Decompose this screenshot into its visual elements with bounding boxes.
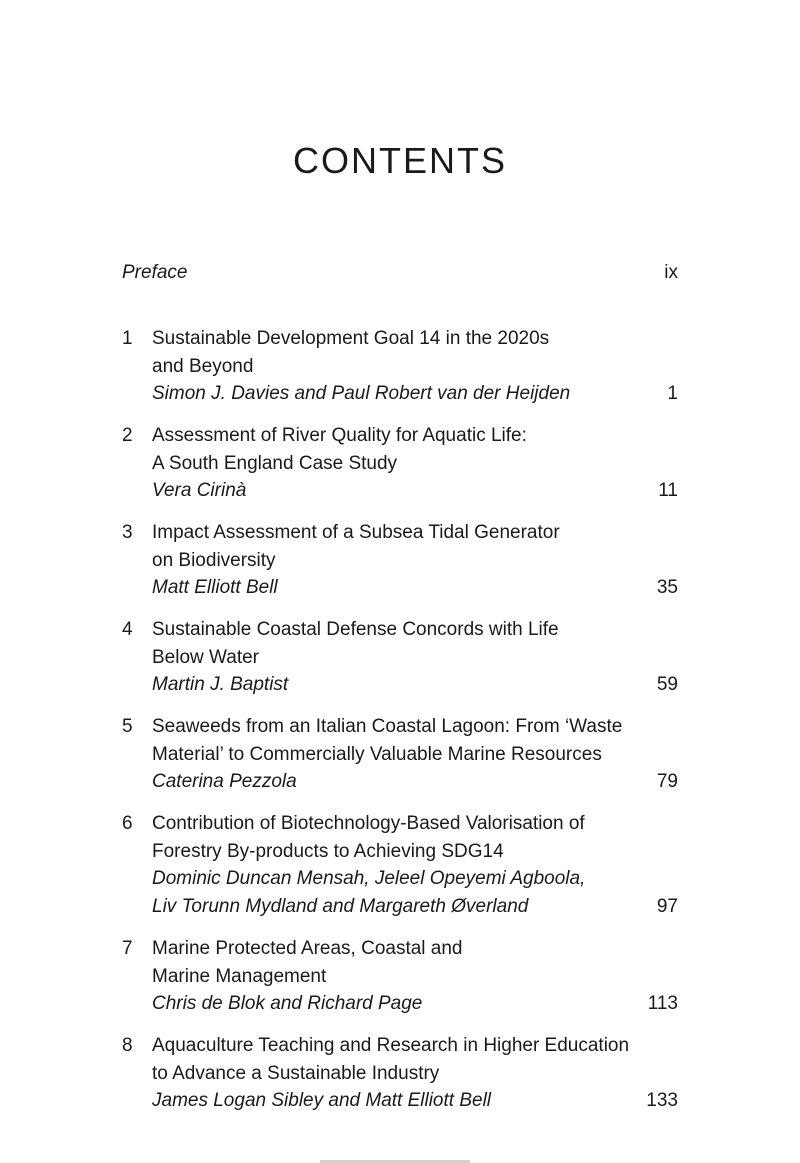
chapter-author-line: Martin J. Baptist xyxy=(152,674,289,695)
chapter-number: 5 xyxy=(122,716,133,737)
toc-entry-3[interactable] xyxy=(122,519,678,601)
chapter-body xyxy=(152,616,622,699)
chapter-title-line: Aquaculture Teaching and Research in Higher Education xyxy=(152,1035,630,1056)
chapter-title-line: to Advance a Sustainable Industry xyxy=(152,1062,440,1084)
chapter-body xyxy=(152,713,622,796)
chapter-page-number: 1 xyxy=(667,382,678,404)
chapter-body xyxy=(152,1032,630,1115)
chapter-body xyxy=(152,810,622,920)
chapter-page-number: 11 xyxy=(658,479,678,501)
chapter-author-line: Chris de Blok and Richard Page xyxy=(152,993,423,1014)
preface-title: Preface xyxy=(122,262,188,283)
chapter-title-line: A South England Case Study xyxy=(152,452,398,474)
chapter-body xyxy=(152,935,622,1018)
chapter-title-line: Contribution of Biotechnology-Based Valorisation of xyxy=(152,813,585,834)
toc-preface-entry[interactable] xyxy=(122,262,678,286)
toc-entry-8[interactable] xyxy=(122,1032,678,1114)
chapter-title-line: Sustainable Development Goal 14 in the 2020s xyxy=(152,328,550,349)
chapter-number: 4 xyxy=(122,619,133,640)
chapter-title-line: Marine Management xyxy=(152,965,327,987)
chapter-title-line: Assessment of River Quality for Aquatic Life: xyxy=(152,425,527,446)
chapter-number: 3 xyxy=(122,522,133,543)
chapter-body xyxy=(152,519,622,602)
toc-entry-5[interactable] xyxy=(122,713,678,795)
chapter-author-line: Matt Elliott Bell xyxy=(152,577,278,598)
chapter-page-number: 113 xyxy=(647,992,678,1014)
chapter-page-number: 35 xyxy=(656,576,678,598)
chapter-author-line: Vera Cirinà xyxy=(152,480,247,501)
chapter-title-line: Sustainable Coastal Defense Concords with Life xyxy=(152,619,559,640)
chapter-author-line: James Logan Sibley and Matt Elliott Bell xyxy=(152,1090,492,1111)
preface-page-number: ix xyxy=(664,262,678,283)
chapter-title-line: Seaweeds from an Italian Coastal Lagoon: From ‘Waste xyxy=(152,716,623,737)
chapter-title-line: and Beyond xyxy=(152,355,254,377)
chapter-number: 8 xyxy=(122,1035,133,1056)
chapter-body xyxy=(152,325,622,408)
chapter-title-line: on Biodiversity xyxy=(152,549,276,571)
chapter-title-line: Forestry By-products to Achieving SDG14 xyxy=(152,840,504,862)
chapter-title-line: Impact Assessment of a Subsea Tidal Generator xyxy=(152,522,560,543)
toc-entry-2[interactable] xyxy=(122,422,678,504)
chapter-number: 1 xyxy=(122,328,133,349)
chapter-page-number: 79 xyxy=(656,770,678,792)
chapter-title-line: Below Water xyxy=(152,646,259,668)
chapter-title-line: Marine Protected Areas, Coastal and xyxy=(152,938,463,959)
toc-entry-6[interactable] xyxy=(122,810,678,920)
chapter-number: 6 xyxy=(122,813,133,834)
cut-off-text-fragment xyxy=(320,1158,470,1163)
chapter-page-number: 97 xyxy=(656,895,678,917)
chapter-author-line: Simon J. Davies and Paul Robert van der Heijden xyxy=(152,383,571,404)
chapter-title-line: Material’ to Commercially Valuable Marine Resources xyxy=(152,743,602,765)
chapter-number: 7 xyxy=(122,938,133,959)
chapter-author-line: Dominic Duncan Mensah, Jeleel Opeyemi Agboola, xyxy=(152,868,586,889)
toc-entry-7[interactable] xyxy=(122,935,678,1017)
toc-entry-1[interactable] xyxy=(122,325,678,407)
chapter-author-line: Caterina Pezzola xyxy=(152,771,297,792)
chapter-page-number: 59 xyxy=(656,673,678,695)
chapter-author-line: Liv Torunn Mydland and Margareth Øverland xyxy=(152,895,529,917)
chapter-page-number: 133 xyxy=(646,1089,678,1111)
chapter-body xyxy=(152,422,622,505)
toc-entry-4[interactable] xyxy=(122,616,678,698)
chapter-number: 2 xyxy=(122,425,133,446)
page-title: CONTENTS xyxy=(293,140,507,181)
